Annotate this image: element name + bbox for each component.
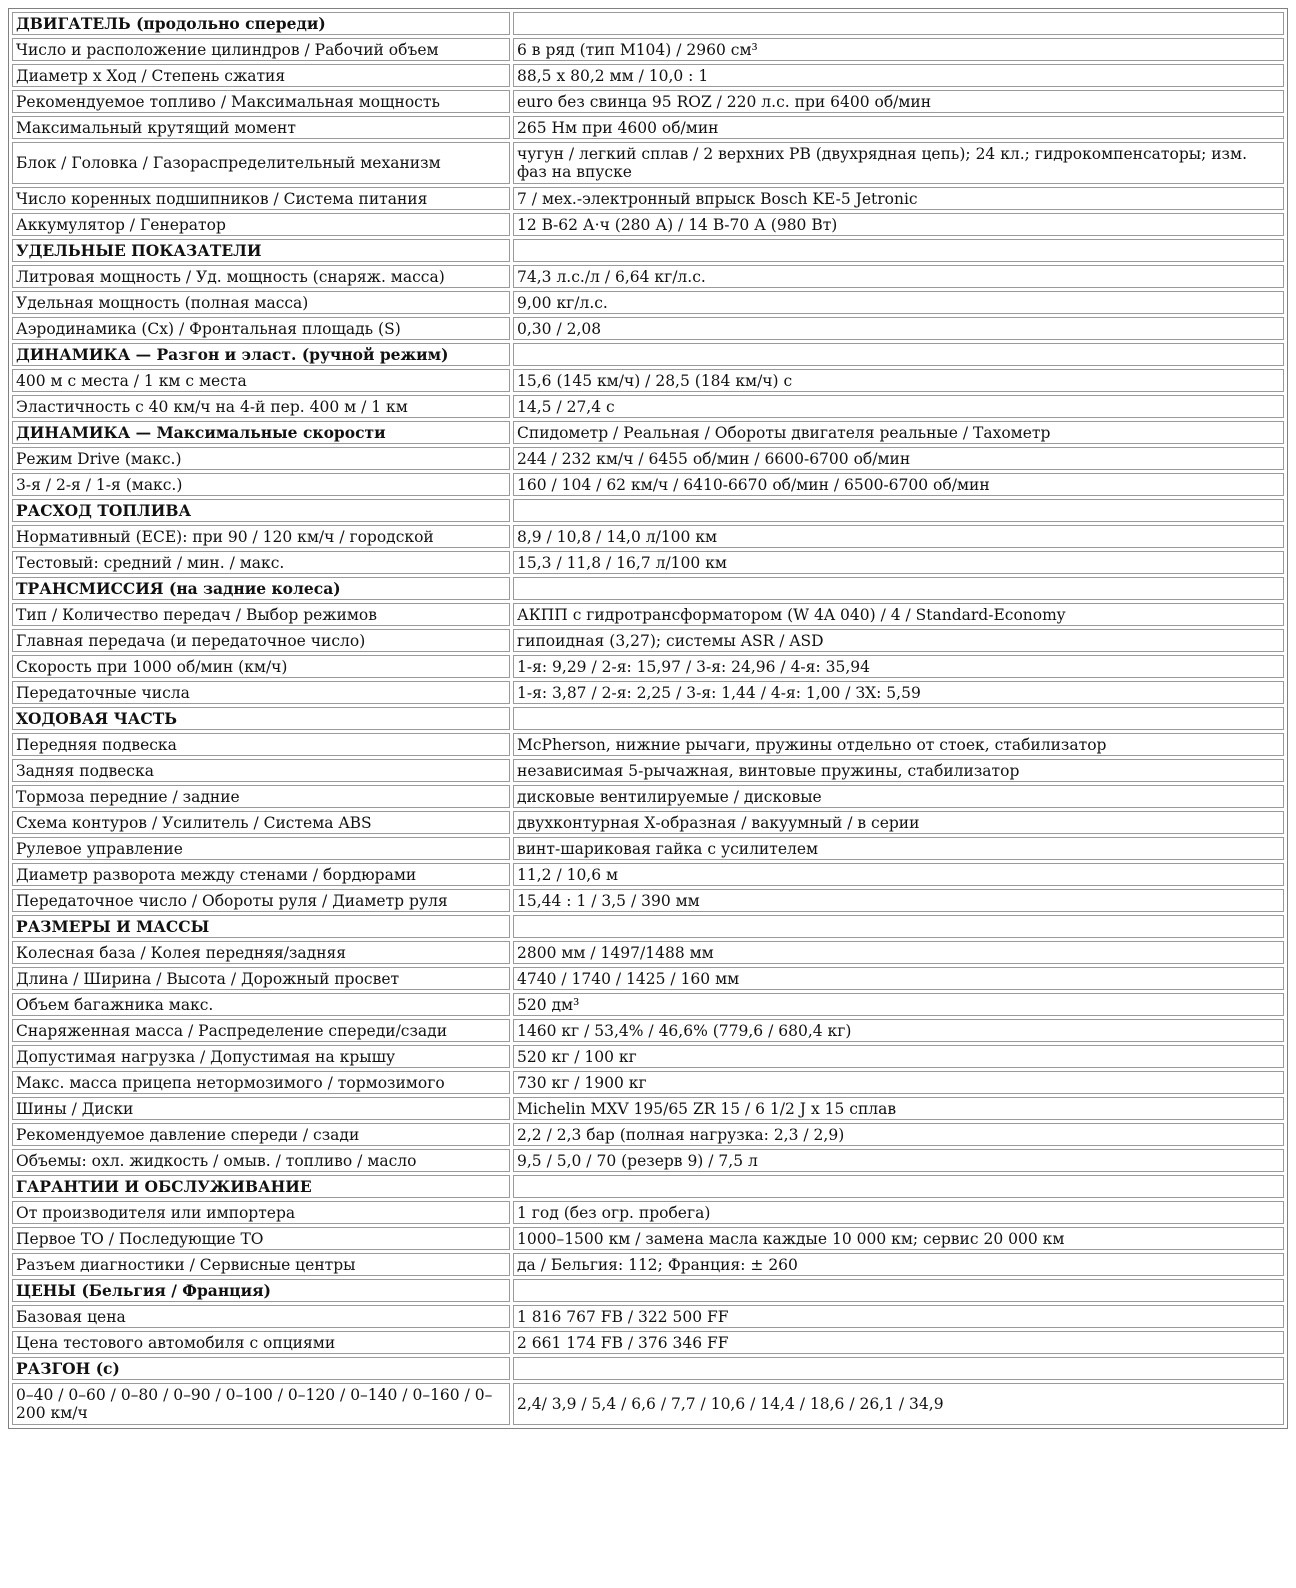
table-row [12, 395, 1284, 418]
spec-label: Колесная база / Колея передняя/задняя [12, 941, 510, 964]
spec-label: Тип / Количество передач / Выбор режимов [12, 603, 510, 626]
table-row [12, 993, 1284, 1016]
table-row [12, 1019, 1284, 1042]
spec-value: euro без свинца 95 ROZ / 220 л.с. при 6400 об/мин [513, 90, 1284, 113]
table-row [12, 525, 1284, 548]
spec-label: 0–40 / 0–60 / 0–80 / 0–90 / 0–100 / 0–120 / 0–140 / 0–160 / 0–200 км/ч [12, 1383, 510, 1425]
spec-label: Разъем диагностики / Сервисные центры [12, 1253, 510, 1276]
spec-value: да / Бельгия: 112; Франция: ± 260 [513, 1253, 1284, 1276]
spec-label: Диаметр разворота между стенами / бордюрами [12, 863, 510, 886]
spec-label: Передняя подвеска [12, 733, 510, 756]
section-title: УДЕЛЬНЫЕ ПОКАЗАТЕЛИ [12, 239, 510, 262]
spec-value: 15,6 (145 км/ч) / 28,5 (184 км/ч) с [513, 369, 1284, 392]
spec-value: 0,30 / 2,08 [513, 317, 1284, 340]
section-value [513, 499, 1284, 522]
section-header-row [12, 421, 1284, 444]
table-row [12, 785, 1284, 808]
section-header-row [12, 1357, 1284, 1380]
section-title: ДИНАМИКА — Максимальные скорости [12, 421, 510, 444]
spec-value: 14,5 / 27,4 с [513, 395, 1284, 418]
spec-label: Литровая мощность / Уд. мощность (снаряж. масса) [12, 265, 510, 288]
section-title: ЦЕНЫ (Бельгия / Франция) [12, 1279, 510, 1302]
spec-value: винт-шариковая гайка с усилителем [513, 837, 1284, 860]
spec-label: Допустимая нагрузка / Допустимая на крышу [12, 1045, 510, 1068]
table-row [12, 64, 1284, 87]
section-header-row [12, 577, 1284, 600]
spec-value: 88,5 x 80,2 мм / 10,0 : 1 [513, 64, 1284, 87]
spec-label: Аэродинамика (Cx) / Фронтальная площадь (S) [12, 317, 510, 340]
table-row [12, 317, 1284, 340]
spec-label: Максимальный крутящий момент [12, 116, 510, 139]
spec-label: Объемы: охл. жидкость / омыв. / топливо / масло [12, 1149, 510, 1172]
spec-label: 400 м с места / 1 км с места [12, 369, 510, 392]
spec-value: 1 год (без огр. пробега) [513, 1201, 1284, 1224]
section-value [513, 1357, 1284, 1380]
section-title: РАЗГОН (с) [12, 1357, 510, 1380]
spec-label: Первое ТО / Последующие ТО [12, 1227, 510, 1250]
spec-label: Макс. масса прицепа нетормозимого / тормозимого [12, 1071, 510, 1094]
spec-value: Michelin MXV 195/65 ZR 15 / 6 1/2 J x 15 сплав [513, 1097, 1284, 1120]
spec-value: 520 кг / 100 кг [513, 1045, 1284, 1068]
spec-label: Скорость при 1000 об/мин (км/ч) [12, 655, 510, 678]
table-row [12, 603, 1284, 626]
table-row [12, 1201, 1284, 1224]
section-header-row [12, 12, 1284, 35]
spec-value: 1-я: 3,87 / 2-я: 2,25 / 3-я: 1,44 / 4-я: 1,00 / ЗХ: 5,59 [513, 681, 1284, 704]
spec-value: 12 В-62 А·ч (280 А) / 14 В-70 А (980 Вт) [513, 213, 1284, 236]
spec-value: дисковые вентилируемые / дисковые [513, 785, 1284, 808]
spec-label: Число коренных подшипников / Система питания [12, 187, 510, 210]
section-value [513, 1175, 1284, 1198]
spec-label: Блок / Головка / Газораспределительный механизм [12, 142, 510, 184]
spec-label: Рулевое управление [12, 837, 510, 860]
spec-label: Рекомендуемое топливо / Максимальная мощность [12, 90, 510, 113]
spec-value: АКПП с гидротрансформатором (W 4A 040) / 4 / Standard-Economy [513, 603, 1284, 626]
table-row [12, 38, 1284, 61]
table-row [12, 1331, 1284, 1354]
spec-value: 2 661 174 FB / 376 346 FF [513, 1331, 1284, 1354]
spec-value: 265 Нм при 4600 об/мин [513, 116, 1284, 139]
section-title: ТРАНСМИССИЯ (на задние колеса) [12, 577, 510, 600]
spec-value: 730 кг / 1900 кг [513, 1071, 1284, 1094]
spec-label: Снаряженная масса / Распределение спереди/сзади [12, 1019, 510, 1042]
spec-value: 2800 мм / 1497/1488 мм [513, 941, 1284, 964]
spec-value: 7 / мех.-электронный впрыск Bosch KE-5 Jetronic [513, 187, 1284, 210]
section-value [513, 915, 1284, 938]
table-row [12, 1383, 1284, 1425]
spec-value: 520 дм³ [513, 993, 1284, 1016]
spec-table [8, 8, 1288, 1429]
spec-value: чугун / легкий сплав / 2 верхних РВ (двухрядная цепь); 24 кл.; гидрокомпенсаторы; изм. фаз на впуске [513, 142, 1284, 184]
spec-value: 6 в ряд (тип M104) / 2960 см³ [513, 38, 1284, 61]
spec-label: Главная передача (и передаточное число) [12, 629, 510, 652]
spec-label: Тестовый: средний / мин. / макс. [12, 551, 510, 574]
spec-value: 1460 кг / 53,4% / 46,6% (779,6 / 680,4 кг) [513, 1019, 1284, 1042]
section-value [513, 577, 1284, 600]
spec-label: Рекомендуемое давление спереди / сзади [12, 1123, 510, 1146]
table-row [12, 863, 1284, 886]
section-title: ГАРАНТИИ И ОБСЛУЖИВАНИЕ [12, 1175, 510, 1198]
spec-value: 74,3 л.с./л / 6,64 кг/л.с. [513, 265, 1284, 288]
section-value [513, 12, 1284, 35]
table-row [12, 265, 1284, 288]
spec-value: 1000–1500 км / замена масла каждые 10 000 км; сервис 20 000 км [513, 1227, 1284, 1250]
table-row [12, 116, 1284, 139]
spec-value: 4740 / 1740 / 1425 / 160 мм [513, 967, 1284, 990]
spec-label: Эластичность с 40 км/ч на 4-й пер. 400 м / 1 км [12, 395, 510, 418]
spec-value: независимая 5-рычажная, винтовые пружины, стабилизатор [513, 759, 1284, 782]
section-value [513, 707, 1284, 730]
spec-value: двухконтурная Х-образная / вакуумный / в серии [513, 811, 1284, 834]
section-header-row [12, 239, 1284, 262]
section-header-row [12, 343, 1284, 366]
table-row [12, 1097, 1284, 1120]
spec-value: 1-я: 9,29 / 2-я: 15,97 / 3-я: 24,96 / 4-я: 35,94 [513, 655, 1284, 678]
spec-value: 8,9 / 10,8 / 14,0 л/100 км [513, 525, 1284, 548]
section-header-row [12, 915, 1284, 938]
spec-table-body [12, 12, 1284, 1425]
spec-label: Число и расположение цилиндров / Рабочий объем [12, 38, 510, 61]
spec-label: Базовая цена [12, 1305, 510, 1328]
table-row [12, 1305, 1284, 1328]
section-value [513, 343, 1284, 366]
spec-label: Аккумулятор / Генератор [12, 213, 510, 236]
spec-value: 9,00 кг/л.с. [513, 291, 1284, 314]
table-row [12, 629, 1284, 652]
table-row [12, 447, 1284, 470]
spec-label: Тормоза передние / задние [12, 785, 510, 808]
spec-value: 1 816 767 FB / 322 500 FF [513, 1305, 1284, 1328]
section-title: ДВИГАТЕЛЬ (продольно спереди) [12, 12, 510, 35]
table-row [12, 681, 1284, 704]
spec-label: Нормативный (ECE): при 90 / 120 км/ч / городской [12, 525, 510, 548]
spec-label: Режим Drive (макс.) [12, 447, 510, 470]
spec-value: 9,5 / 5,0 / 70 (резерв 9) / 7,5 л [513, 1149, 1284, 1172]
section-value [513, 1279, 1284, 1302]
spec-label: Диаметр х Ход / Степень сжатия [12, 64, 510, 87]
spec-value: 160 / 104 / 62 км/ч / 6410-6670 об/мин / 6500-6700 об/мин [513, 473, 1284, 496]
spec-label: Передаточное число / Обороты руля / Диаметр руля [12, 889, 510, 912]
spec-value: 2,2 / 2,3 бар (полная нагрузка: 2,3 / 2,9) [513, 1123, 1284, 1146]
table-row [12, 1071, 1284, 1094]
spec-value: McPherson, нижние рычаги, пружины отдельно от стоек, стабилизатор [513, 733, 1284, 756]
section-header-row [12, 1279, 1284, 1302]
table-row [12, 1045, 1284, 1068]
section-title: ХОДОВАЯ ЧАСТЬ [12, 707, 510, 730]
table-row [12, 473, 1284, 496]
section-title: ДИНАМИКА — Разгон и эласт. (ручной режим) [12, 343, 510, 366]
spec-label: Удельная мощность (полная масса) [12, 291, 510, 314]
section-value [513, 239, 1284, 262]
table-row [12, 551, 1284, 574]
table-row [12, 967, 1284, 990]
section-header-row [12, 707, 1284, 730]
spec-label: Схема контуров / Усилитель / Система ABS [12, 811, 510, 834]
spec-value: гипоидная (3,27); системы ASR / ASD [513, 629, 1284, 652]
spec-label: Длина / Ширина / Высота / Дорожный просвет [12, 967, 510, 990]
table-row [12, 1227, 1284, 1250]
spec-value: 244 / 232 км/ч / 6455 об/мин / 6600-6700 об/мин [513, 447, 1284, 470]
spec-label: Передаточные числа [12, 681, 510, 704]
table-row [12, 837, 1284, 860]
table-row [12, 941, 1284, 964]
table-row [12, 759, 1284, 782]
table-row [12, 889, 1284, 912]
spec-value: 15,44 : 1 / 3,5 / 390 мм [513, 889, 1284, 912]
table-row [12, 655, 1284, 678]
table-row [12, 811, 1284, 834]
table-row [12, 90, 1284, 113]
section-header-row [12, 1175, 1284, 1198]
section-header-row [12, 499, 1284, 522]
spec-label: Шины / Диски [12, 1097, 510, 1120]
spec-label: От производителя или импортера [12, 1201, 510, 1224]
table-row [12, 142, 1284, 184]
table-row [12, 291, 1284, 314]
table-row [12, 187, 1284, 210]
table-row [12, 369, 1284, 392]
spec-value: 2,4/ 3,9 / 5,4 / 6,6 / 7,7 / 10,6 / 14,4 / 18,6 / 26,1 / 34,9 [513, 1383, 1284, 1425]
spec-label: Объем багажника макс. [12, 993, 510, 1016]
spec-value: 15,3 / 11,8 / 16,7 л/100 км [513, 551, 1284, 574]
spec-label: Задняя подвеска [12, 759, 510, 782]
section-title: РАЗМЕРЫ И МАССЫ [12, 915, 510, 938]
table-row [12, 213, 1284, 236]
table-row [12, 733, 1284, 756]
table-row [12, 1253, 1284, 1276]
table-row [12, 1123, 1284, 1146]
spec-label: Цена тестового автомобиля с опциями [12, 1331, 510, 1354]
spec-value: 11,2 / 10,6 м [513, 863, 1284, 886]
section-value: Спидометр / Реальная / Обороты двигателя реальные / Тахометр [513, 421, 1284, 444]
spec-label: 3-я / 2-я / 1-я (макс.) [12, 473, 510, 496]
table-row [12, 1149, 1284, 1172]
section-title: РАСХОД ТОПЛИВА [12, 499, 510, 522]
